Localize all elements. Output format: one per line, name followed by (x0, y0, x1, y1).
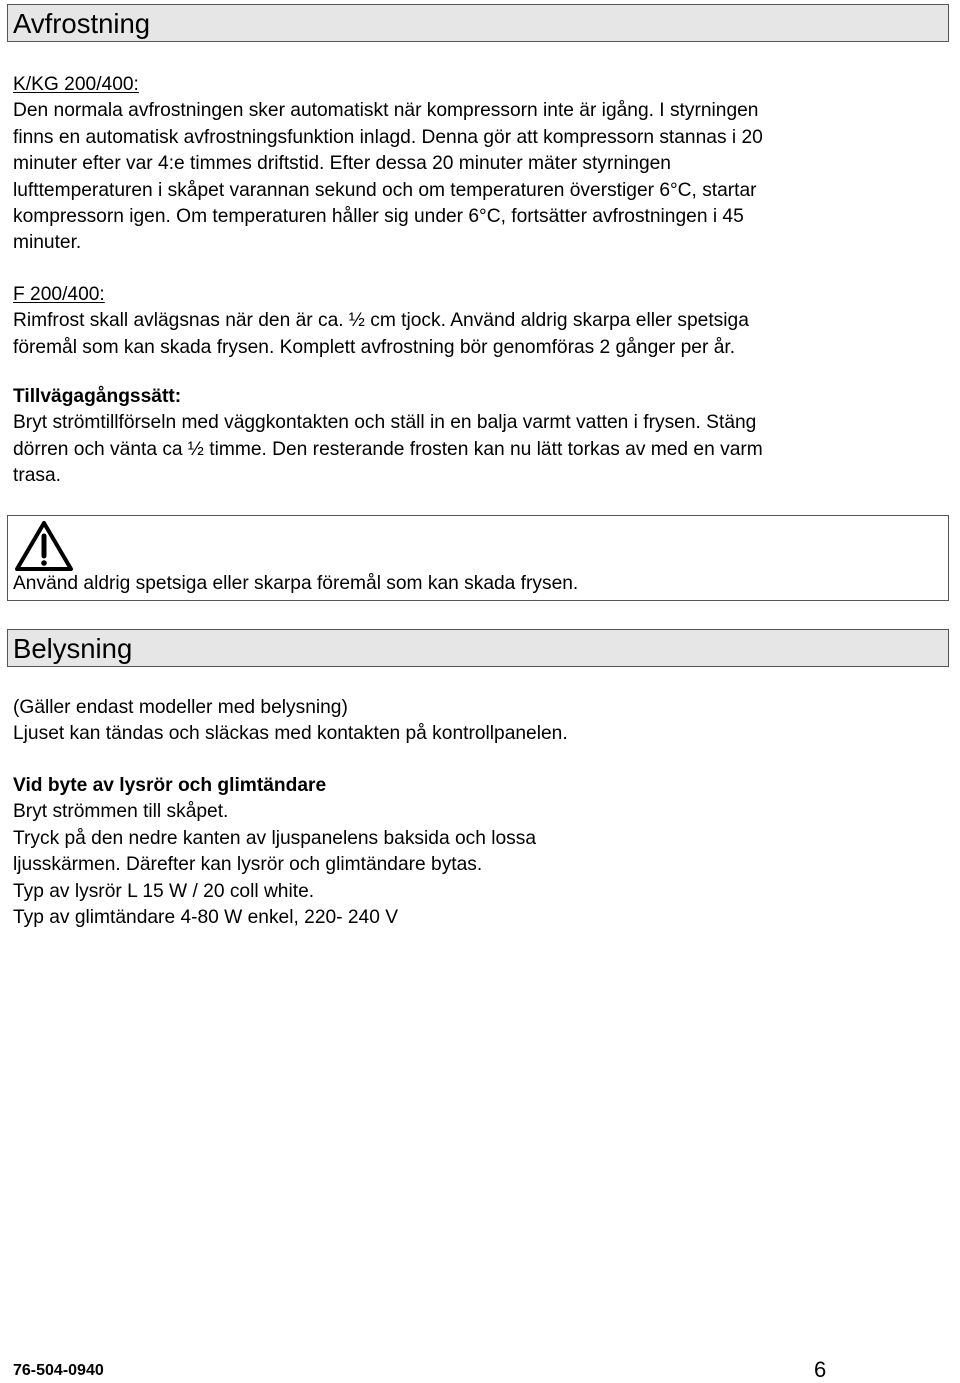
lighting-intro (13, 695, 943, 748)
kkg-line: minuter efter var 4:e timmes driftstid. Efter dessa 20 minuter mäter styrningen (13, 153, 671, 175)
defrost-procedure-section (13, 384, 943, 490)
defrost-f-section (13, 282, 943, 361)
procedure-line: dörren och vänta ca ½ timme. Den resterande frosten kan nu lätt torkas av med en varm (13, 438, 763, 460)
replacement-line: Bryt strömmen till skåpet. (13, 801, 229, 823)
replacement-line: Tryck på den nedre kanten av ljuspanelens baksida och lossa (13, 827, 536, 849)
lighting-intro-line: (Gäller endast modeller med belysning) (13, 697, 348, 718)
replacement-line: Typ av glimtändare 4-80 W enkel, 220- 240 V (13, 907, 399, 929)
kkg-subheading: K/KG 200/400: (13, 74, 139, 95)
kkg-line: finns en automatisk avfrostningsfunktion inlagd. Denna gör att kompressorn stannas i 20 (13, 126, 763, 148)
kkg-line: lufttemperaturen i skåpet varannan sekund och om temperaturen överstiger 6°C, startar (13, 179, 757, 201)
lighting-intro-line: Ljuset kan tändas och släckas med kontakten på kontrollpanelen. (13, 723, 568, 745)
replacement-line: Typ av lysrör L 15 W / 20 coll white. (13, 880, 315, 902)
section-header-defrost (7, 4, 949, 42)
section-title-defrost: Avfrostning (13, 8, 151, 39)
warning-box (7, 515, 949, 601)
f-line: Rimfrost skall avlägsnas när den är ca. ½ cm tjock. Använd aldrig skarpa eller spetsiga (13, 310, 749, 332)
procedure-line: Bryt strömtillförseln med väggkontakten och ställ in en balja varmt vatten i frysen. Stäng (13, 412, 757, 434)
page-number: 6 (814, 1357, 827, 1382)
kkg-line: minuter. (13, 232, 82, 254)
kkg-line: Den normala avfrostningen sker automatiskt när kompressorn inte är igång. I styrningen (13, 100, 759, 122)
warning-triangle-icon (14, 520, 74, 572)
defrost-kkg-section (13, 72, 943, 257)
lighting-replacement-section (13, 773, 943, 931)
procedure-line: trasa. (13, 465, 61, 487)
f-line: föremål som kan skada frysen. Komplett avfrostning bör genomföras 2 gånger per år. (13, 336, 736, 358)
document-code: 76-504-0940 (13, 1362, 104, 1379)
replacement-subheading: Vid byte av lysrör och glimtändare (13, 775, 327, 796)
procedure-subheading: Tillvägagångssätt: (13, 386, 182, 407)
f-subheading: F 200/400: (13, 284, 105, 305)
kkg-line: kompressorn igen. Om temperaturen håller sig under 6°C, fortsätter avfrostningen i 45 (13, 206, 744, 228)
warning-text: Använd aldrig spetsiga eller skarpa föremål som kan skada frysen. (13, 573, 579, 594)
replacement-line: ljusskärmen. Därefter kan lysrör och glimtändare bytas. (13, 854, 483, 876)
section-title-lighting: Belysning (13, 633, 133, 664)
section-header-lighting (7, 629, 949, 667)
